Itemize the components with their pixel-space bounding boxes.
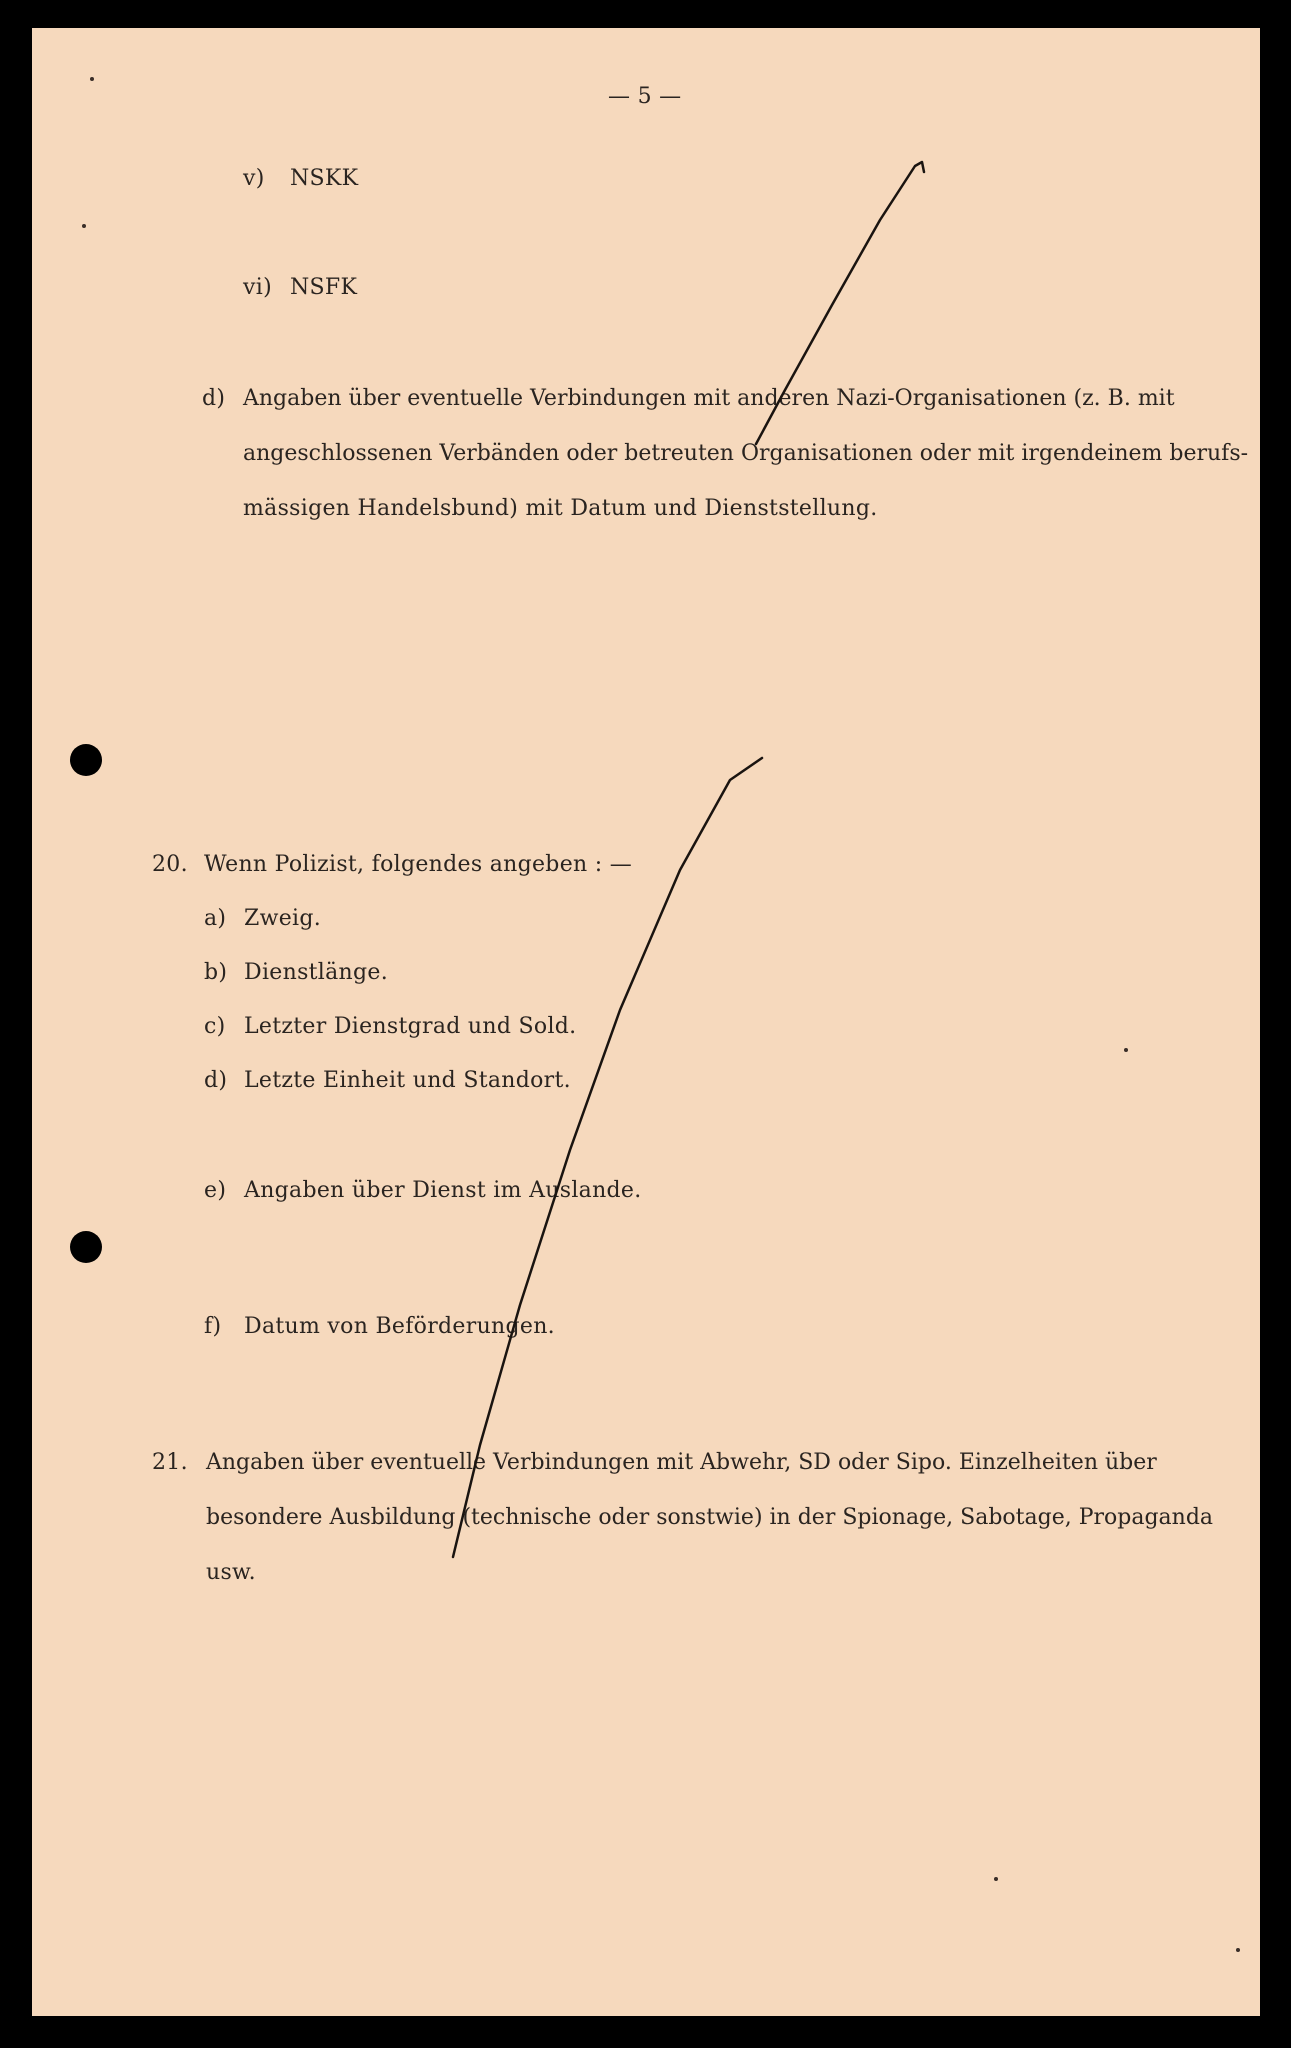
item-vi-label: vi) bbox=[243, 275, 272, 300]
speck bbox=[82, 224, 86, 228]
item-d-line-2: angeschlossenen Verbänden oder betreuten Organisationen oder mit irgendeinem berufs- bbox=[243, 441, 1249, 466]
q21-line-2: besondere Ausbildung (technische oder sonstwie) in der Spionage, Sabotage, Propaganda bbox=[206, 1505, 1214, 1530]
speck bbox=[90, 77, 94, 81]
item-d-line-3: mässigen Handelsbund) mit Datum und Dienststellung. bbox=[243, 496, 878, 521]
q20-intro: Wenn Polizist, folgendes angeben : — bbox=[204, 852, 633, 877]
q20-e-text: Angaben über Dienst im Auslande. bbox=[244, 1178, 642, 1203]
q20-d-text: Letzte Einheit und Standort. bbox=[244, 1068, 571, 1093]
q20-b-text: Dienstlänge. bbox=[244, 960, 389, 985]
q20-c-label: c) bbox=[204, 1014, 226, 1039]
item-d-label: d) bbox=[202, 386, 226, 411]
q20-number: 20. bbox=[152, 852, 188, 877]
q21-line-1: Angaben über eventuelle Verbindungen mit Abwehr, SD oder Sipo. Einzelheiten über bbox=[206, 1450, 1157, 1475]
q21-line-3: usw. bbox=[206, 1560, 256, 1585]
punch-hole-top bbox=[70, 744, 102, 776]
q20-a-label: a) bbox=[204, 906, 227, 931]
q20-e-label: e) bbox=[204, 1178, 227, 1203]
speck bbox=[1124, 1048, 1128, 1052]
speck bbox=[1236, 1948, 1240, 1952]
item-v-label: v) bbox=[243, 166, 265, 191]
q21-number: 21. bbox=[152, 1450, 188, 1475]
q20-c-text: Letzter Dienstgrad und Sold. bbox=[244, 1014, 577, 1039]
speck bbox=[994, 1877, 998, 1881]
punch-hole-bottom bbox=[70, 1231, 102, 1263]
q20-f-text: Datum von Beförderungen. bbox=[244, 1314, 555, 1339]
page-number: — 5 — bbox=[608, 84, 682, 109]
q20-b-label: b) bbox=[204, 960, 228, 985]
item-d-line-1: Angaben über eventuelle Verbindungen mit anderen Nazi-Organisationen (z. B. mit bbox=[243, 386, 1175, 411]
q20-d-label: d) bbox=[204, 1068, 228, 1093]
q20-f-label: f) bbox=[204, 1314, 222, 1339]
q20-a-text: Zweig. bbox=[244, 906, 322, 931]
item-vi-text: NSFK bbox=[290, 275, 358, 300]
item-v-text: NSKK bbox=[290, 166, 359, 191]
